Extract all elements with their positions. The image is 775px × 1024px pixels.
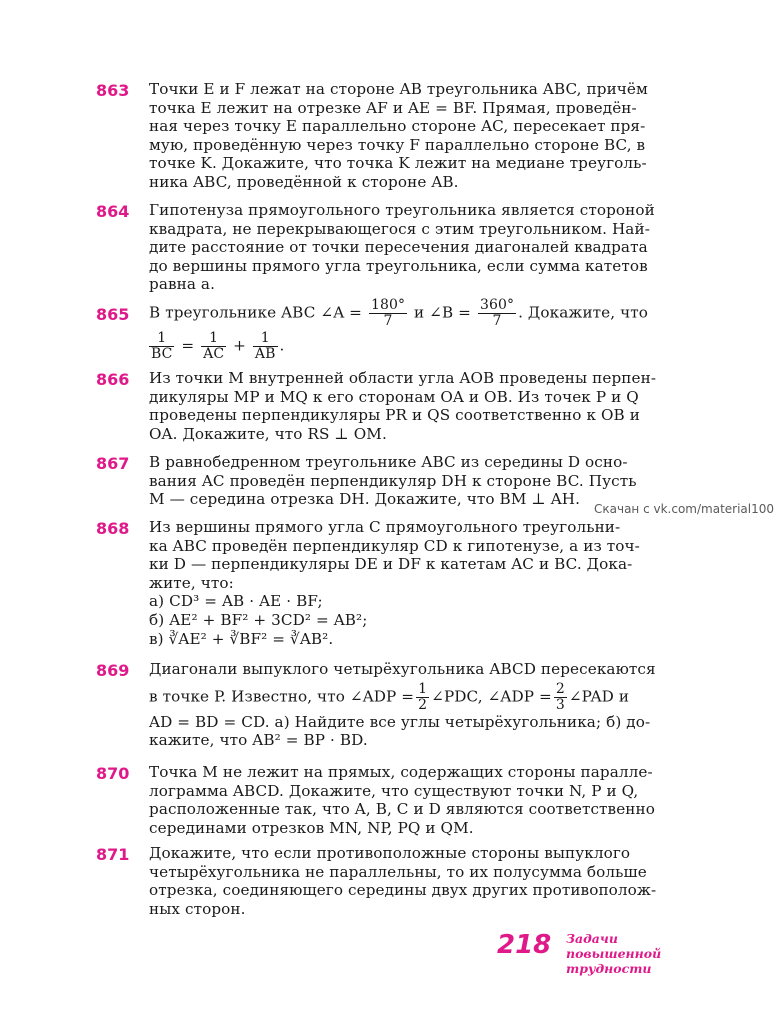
text-line: а) CD³ = AB · AE · BF; (149, 592, 323, 611)
text-line (149, 331, 708, 362)
problem-text (149, 660, 708, 750)
text-line: OA. Докажите, что RS ⊥ OM. (149, 424, 387, 443)
text-line: б) AE² + BF² + 3CD² = AB²; (149, 610, 368, 629)
text-line: дите расстояние от точки пересечения диагоналей квадрата (149, 238, 648, 257)
text-line: Из точки M внутренней области угла AOB проведены перпен- (149, 369, 657, 387)
text-line: точка E лежит на отрезке AF и AE = BF. Прямая, проведён- (149, 98, 637, 117)
text-line: проведены перпендикуляры PR и QS соответственно к OB и (149, 406, 640, 425)
problem-text (149, 201, 708, 294)
problem-text (149, 298, 708, 362)
fraction-1-ac (201, 331, 226, 362)
text-line (149, 298, 708, 329)
text-line: Докажите, что если противоположные стороны выпуклого (149, 844, 631, 862)
text-line: ника ABC, проведённой к стороне AB. (149, 172, 459, 191)
text-line: В равнобедренном треугольнике ABC из середины D осно- (149, 453, 628, 471)
text-line: Диагонали выпуклого четырёхугольника ABCD пересекаются (149, 660, 656, 678)
text-line: мую, проведённую через точку F параллельно стороне BC, в (149, 135, 646, 154)
text-line: кажите, что AB² = BP · BD. (149, 731, 368, 750)
problem-number: 867 (96, 454, 130, 473)
text-fragment: . (279, 336, 285, 355)
problem-text (149, 369, 708, 443)
problem-number: 863 (96, 81, 130, 100)
problem-text (149, 453, 708, 509)
text-line: четырёхугольника не параллельны, то их полусумма больше (149, 862, 647, 881)
fraction-1-ab (253, 331, 278, 362)
fraction-numerator: 1 (149, 331, 174, 347)
text-line: AD = BD = CD. а) Найдите все углы четырёхугольника; б) до- (149, 712, 651, 731)
text-fragment: ∠PDC, ∠ADP = (431, 687, 552, 706)
text-line: серединами отрезков MN, NP, PQ и QM. (149, 818, 474, 837)
text-fragment: В треугольнике ABC ∠A = (149, 303, 363, 322)
problem-text (149, 844, 708, 918)
text-line: расположенные так, что A, B, C и D являются соответственно (149, 800, 655, 819)
text-line: ных сторон. (149, 899, 246, 918)
problem-number: 870 (96, 764, 130, 783)
fraction-numerator: 2 (555, 680, 565, 697)
text-line: до вершины прямого угла треугольника, если сумма катетов (149, 256, 648, 275)
problem-number: 865 (96, 305, 130, 324)
text-line: вания AC проведён перпендикуляр DH к стороне BC. Пусть (149, 471, 637, 490)
text-line: отрезка, соединяющего середины двух других противополож- (149, 881, 657, 900)
fraction-numerator: 180° (370, 297, 406, 313)
text-line: ки D — перпендикуляры DE и DF к катетам AC и BC. Дока- (149, 555, 633, 574)
problem-number: 869 (96, 661, 130, 680)
equals-sign: = (181, 336, 195, 355)
fraction-1-bc (149, 331, 174, 362)
watermark-text: Скачан с vk.com/material100 (594, 502, 775, 516)
text-line: равна a. (149, 275, 216, 294)
fraction-numerator: 360° (479, 297, 515, 313)
problem-text (149, 763, 708, 837)
fraction-numerator: 1 (201, 331, 226, 347)
text-fragment: . Докажите, что (518, 303, 648, 322)
text-fragment: в точке P. Известно, что ∠ADP = (149, 687, 415, 706)
problem-number: 866 (96, 370, 130, 389)
fraction-denominator: 2 (418, 696, 428, 713)
text-line: квадрата, не перекрывающегося с этим треугольником. Най- (149, 219, 650, 238)
fraction-denominator: AB (254, 346, 276, 362)
problem-867 (96, 453, 708, 509)
section-title-line: трудности (566, 961, 652, 976)
text-line: Из вершины прямого угла C прямоугольного треугольни- (149, 518, 621, 536)
section-title-line: Задачи повышенной (566, 931, 662, 961)
text-line: лограмма ABCD. Докажите, что существуют точки N, P и Q, (149, 781, 639, 800)
text-fragment: ∠PAD и (568, 687, 630, 706)
fraction-denominator: 3 (555, 696, 565, 713)
text-line: ка ABC проведён перпендикуляр CD к гипотенузе, а из точ- (149, 536, 640, 555)
problem-865 (96, 298, 708, 362)
fraction-denominator: AC (203, 346, 225, 362)
text-line (149, 682, 708, 713)
fraction-angle-b (478, 298, 516, 329)
problem-868 (96, 518, 708, 648)
fraction-angle-a (369, 298, 407, 329)
text-line: Точка M не лежит на прямых, содержащих стороны паралле- (149, 763, 653, 781)
problem-number: 871 (96, 845, 130, 864)
text-line: ная через точку E параллельно стороне AC, пересекает пря- (149, 117, 646, 136)
problem-869 (96, 660, 708, 750)
problem-text (149, 80, 708, 192)
page-number: 218 (497, 930, 552, 960)
problem-866 (96, 369, 708, 443)
problem-864 (96, 201, 708, 294)
fraction-one-half (416, 682, 429, 713)
plus-sign: + (233, 336, 246, 355)
problem-text (149, 518, 708, 648)
fraction-denominator: BC (151, 346, 173, 362)
problem-number: 868 (96, 519, 130, 538)
section-title (566, 931, 716, 976)
text-fragment: и ∠B = (414, 303, 472, 322)
text-line: точке K. Докажите, что точка K лежит на медиане треуголь- (149, 154, 647, 173)
text-line: жите, что: (149, 573, 234, 592)
text-line: M — середина отрезка DH. Докажите, что BM ⊥ AH. (149, 490, 581, 509)
text-line: Точки E и F лежат на стороне AB треугольника ABC, причём (149, 80, 648, 98)
text-line: дикуляры MP и MQ к его сторонам OA и OB. Из точек P и Q (149, 387, 639, 406)
fraction-numerator: 1 (253, 331, 278, 347)
fraction-denominator: 7 (492, 313, 502, 329)
problem-871 (96, 844, 708, 918)
problem-870 (96, 763, 708, 837)
fraction-denominator: 7 (383, 313, 393, 329)
problem-number: 864 (96, 202, 130, 221)
text-line: в) ∛AE² + ∛BF² = ∛AB². (149, 629, 334, 648)
fraction-two-thirds (554, 682, 567, 713)
text-line: Гипотенуза прямоугольного треугольника является стороной (149, 201, 655, 219)
fraction-numerator: 1 (418, 680, 428, 697)
problem-863 (96, 80, 708, 192)
